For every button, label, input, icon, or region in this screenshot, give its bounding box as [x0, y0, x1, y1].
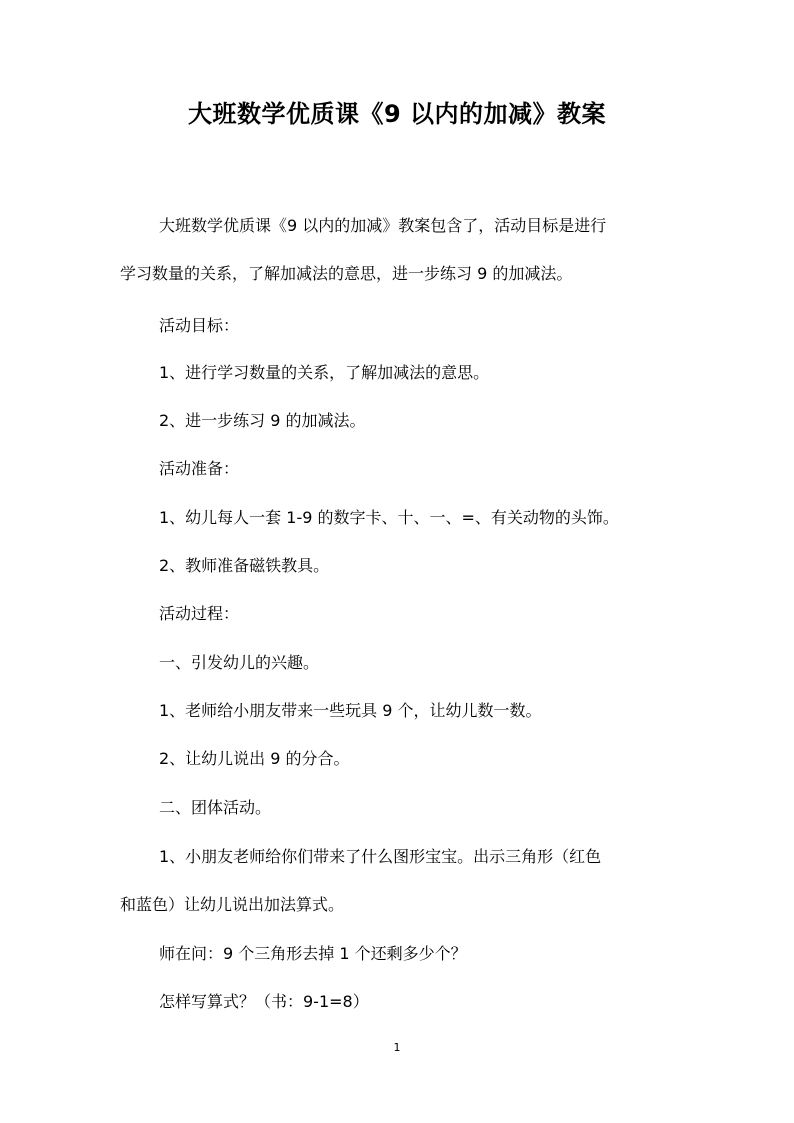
process-step-2-1-line-1: 1、小朋友老师给你们带来了什么图形宝宝。出示三角形（红色	[159, 847, 602, 866]
process-section-2: 二、团体活动。	[159, 798, 272, 817]
page-title: 大班数学优质课《9 以内的加减》教案	[187, 100, 607, 128]
goal-item-1: 1、进行学习数量的关系，了解加减法的意思。	[159, 363, 490, 382]
process-step-1-1: 1、老师给小朋友带来一些玩具 9 个，让幼儿数一数。	[159, 701, 542, 720]
preparation-item-1: 1、幼儿每人一套 1-9 的数字卡、十、一、=、有关动物的头饰。	[159, 508, 619, 527]
process-heading: 活动过程：	[159, 604, 240, 623]
preparation-heading: 活动准备：	[159, 459, 240, 478]
process-section-1: 一、引发幼儿的兴趣。	[159, 653, 320, 672]
process-step-2-1-line-2: 和蓝色）让幼儿说出加法算式。	[120, 895, 345, 914]
intro-paragraph-line-2: 学习数量的关系，了解加减法的意思，进一步练习 9 的加减法。	[120, 264, 573, 283]
intro-paragraph-line-1: 大班数学优质课《9 以内的加减》教案包含了，活动目标是进行	[159, 216, 607, 235]
page-number: 1	[393, 1041, 401, 1054]
goal-item-2: 2、进一步练习 9 的加减法。	[159, 411, 366, 430]
process-step-1-2: 2、让幼儿说出 9 的分合。	[159, 749, 350, 768]
formula-question: 怎样写算式？（书：9-1=8）	[159, 992, 369, 1011]
goals-heading: 活动目标：	[159, 316, 240, 335]
teacher-question: 师在问：9 个三角形去掉 1 个还剩多少个？	[159, 944, 467, 963]
preparation-item-2: 2、教师准备磁铁教具。	[159, 556, 330, 575]
